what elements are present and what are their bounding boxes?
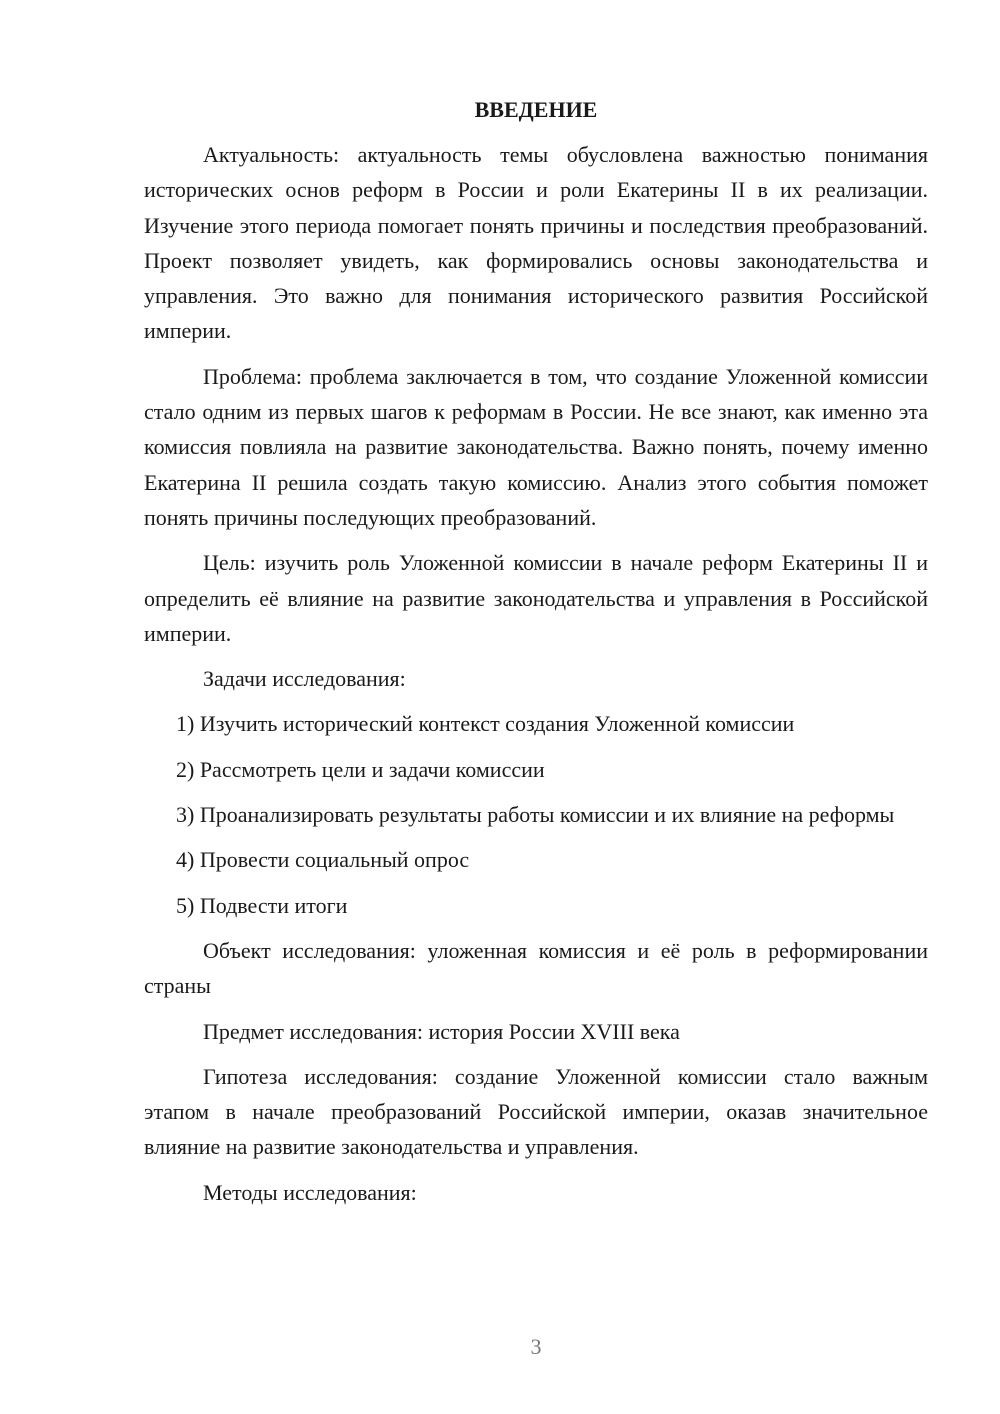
task-item-2: 2) Рассмотреть цели и задачи комиссии [176,756,545,782]
paragraph-object: Объект исследования: уложенная комиссия и её роль в реформировании страны [144,937,928,999]
paragraph-subject: Предмет исследования: история России XVIII века [203,1018,680,1044]
task-item-3: 3) Проанализировать результаты работы комиссии и их влияние на реформы [176,802,895,828]
task-item-1: 1) Изучить исторический контекст создания Уложенной комиссии [176,711,795,737]
task-item-5: 5) Подвести итоги [176,892,348,918]
paragraph-relevance: Актуальность: актуальность темы обусловлена важностью понимания исторических основ реформ в России и роли Екатерины II в их реализации. Изучение этого периода помогает понять причины и последствия преобразований. Проект позволяет увидеть, как формировались основы законодательства и управления. Это важно для понимания исторического развития Российской империи. [144,142,928,344]
paragraph-hypothesis: Гипотеза исследования: создание Уложенной комиссии стало важным этапом в начале преобразований Российской империи, оказав значительное влияние на развитие законодательства и управления. [144,1063,928,1160]
paragraph-goal: Цель: изучить роль Уложенной комиссии в начале реформ Екатерины II и определить её влияние на развитие законодательства и управления в Российской империи. [144,550,928,646]
page-number: 3 [530,1334,542,1359]
paragraph-problem: Проблема: проблема заключается в том, что создание Уложенной комиссии стало одним из первых шагов к реформам в России. Не все знают, как именно эта комиссия повлияла на развитие законодательства. Важно понять, почему именно Екатерина II решила создать такую комиссию. Анализ этого события поможет понять причины последующих преобразований. [144,363,928,530]
task-item-4: 4) Провести социальный опрос [176,847,470,873]
paragraph-methods: Методы исследования: [203,1179,417,1205]
section-title: ВВЕДЕНИЕ [474,97,598,122]
document-page [144,92,928,1220]
paragraph-tasks-heading: Задачи исследования: [203,666,406,692]
